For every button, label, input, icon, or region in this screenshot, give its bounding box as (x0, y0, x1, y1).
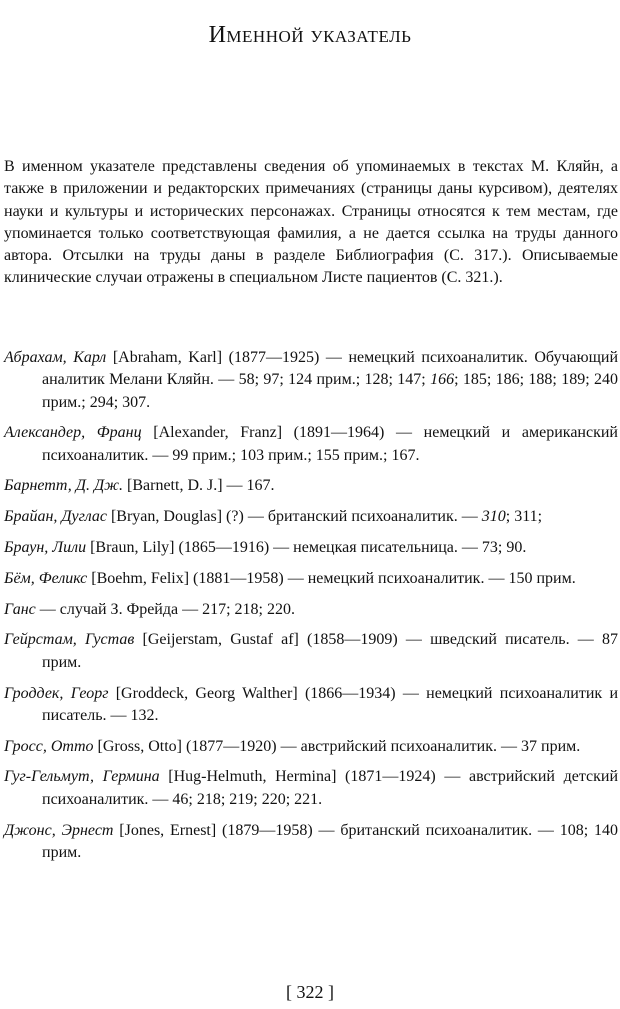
entry-name: Ганс (4, 600, 36, 618)
index-entry (4, 347, 618, 414)
index-entry (4, 506, 618, 528)
index-entry (4, 422, 618, 467)
entry-name: Гроддек, Георг (4, 684, 109, 702)
index-entry (4, 820, 618, 865)
entry-description: [Bryan, Douglas] (?) — британский психоаналитик. — (106, 508, 482, 526)
intro-paragraph: В именном указателе представлены сведения об упоминаемых в текстах М. Кляйн, а также в приложении и редакторских примечаниях (страницы даны курсивом), деятелях науки и культуры и исторических персонажах. Страницы относятся к тем местам, где упоминается только соответствующая фамилия, а не дается ссылка на труды данного автора. Отсылки на труды даны в разделе Библиография (С. 317.). Описываемые клинические случаи отражены в специальном Листе пациентов (С. 321.). (4, 158, 618, 287)
entry-name: Абрахам, Карл (4, 349, 107, 366)
entry-pages-tail: ; 311; (505, 508, 543, 526)
entry-name: Браун, Лили (4, 539, 87, 557)
entry-italic-page: 166 (430, 371, 455, 389)
entry-name: Александер, Франц (4, 424, 142, 442)
entry-description: [Geijerstam, Gustaf af] (1858—1909) — шведский писатель. — 87 прим. (42, 631, 619, 671)
entry-description: [Alexander, Franz] (1891—1964) — немецкий и американский психоаналитик. — 99 прим.; 103 прим.; 155 прим.; 167. (42, 424, 618, 464)
entry-description: — случай З. Фрейда — 217; 218; 220. (35, 600, 295, 618)
entry-description: [Groddeck, Georg Walther] (1866—1934) — немецкий психоаналитик и писатель. — 132. (42, 684, 619, 724)
page-title: Именной указатель (208, 22, 412, 48)
index-entry (4, 683, 618, 728)
index-entry (4, 629, 618, 674)
entry-name: Барнетт, Д. Дж. (4, 477, 124, 495)
entry-description: [Jones, Ernest] (1879—1958) — британский психоаналитик. — 108; 140 прим. (42, 821, 618, 861)
entry-description: [Gross, Otto] (1877—1920) — австрийский психоаналитик. — 37 прим. (93, 737, 581, 755)
entry-description: [Barnett, D. J.] — 167. (123, 477, 275, 495)
page-number: [ 322 ] (286, 982, 334, 1002)
entry-pages-tail: ; 185; 186; 188; 189; 240 прим.; 294; 307. (42, 371, 618, 411)
entry-description: [Braun, Lily] (1865—1916) — немецкая писательница. — 73; 90. (86, 539, 527, 557)
index-entries (4, 347, 618, 873)
entry-name: Брайан, Дуглас (4, 508, 107, 526)
entry-name: Джонс, Эрнест (4, 821, 114, 839)
entry-italic-page: 310 (481, 508, 506, 526)
index-entry (4, 475, 618, 497)
entry-name: Гросс, Отто (4, 737, 94, 755)
index-entry (4, 537, 618, 559)
entry-name: Гуг-Гельмут, Гермина (4, 768, 160, 786)
entry-description: [Boehm, Felix] (1881—1958) — немецкий психоаналитик. — 150 прим. (87, 569, 576, 587)
index-entry (4, 568, 618, 590)
index-entry (4, 736, 618, 758)
index-entry (4, 599, 618, 621)
entry-name: Гейрстам, Густав (4, 631, 135, 649)
entry-name: Бём, Феликс (4, 569, 88, 587)
entry-description: [Abraham, Karl] (1877—1925) — немецкий психоаналитик. Обучающий аналитик Мелани Кляйн. — 58; 97; 124 прим.; 128; 147; (42, 349, 619, 389)
entry-description: [Hug-Helmuth, Hermina] (1871—1924) — австрийский детский психоаналитик. — 46; 218; 219; 220; 221. (42, 768, 619, 808)
index-entry (4, 766, 618, 811)
